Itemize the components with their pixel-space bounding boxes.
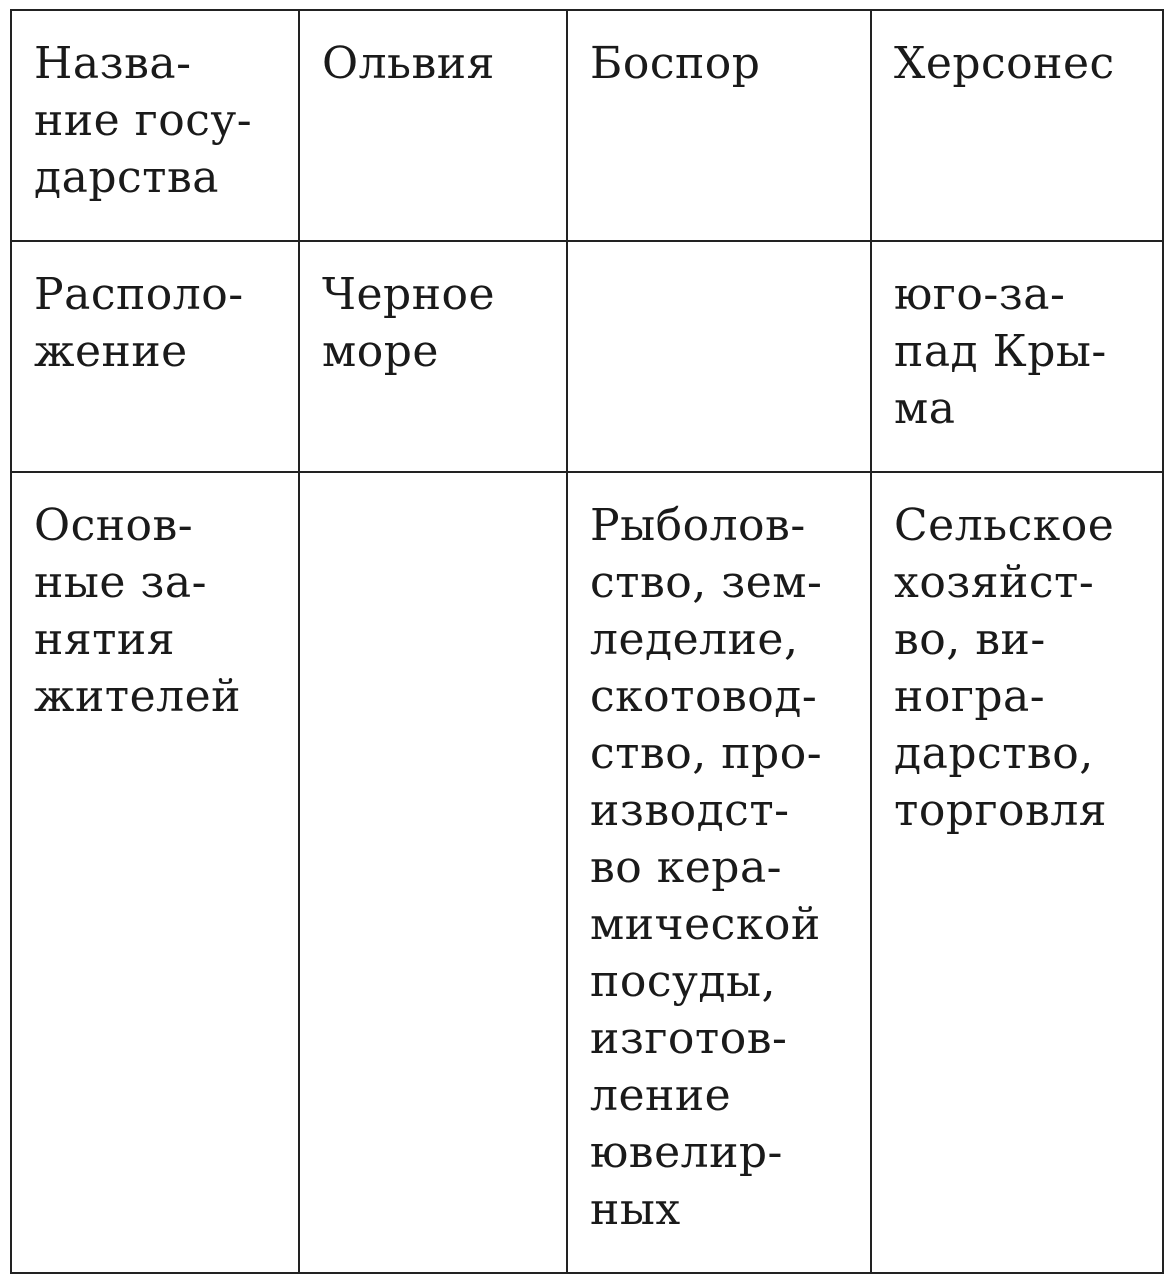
table-row-name — [11, 10, 1163, 241]
cell-chersonesus-location: юго-за- пад Кры- ма — [871, 241, 1163, 472]
cell-row-label-occupations: Основ- ные за- нятия жителей — [11, 472, 299, 1273]
cell-olbia-name: Ольвия — [299, 10, 567, 241]
cell-row-label-name: Назва- ние госу- дарства — [11, 10, 299, 241]
cell-chersonesus-occupations: Сельское хозяйст- во, ви- ногра- дарство, торговля — [871, 472, 1163, 1273]
table-row-occupations — [11, 472, 1163, 1273]
states-table — [10, 9, 1164, 1274]
cell-chersonesus-name: Херсонес — [871, 10, 1163, 241]
cell-bospor-location — [567, 241, 871, 472]
cell-bospor-occupations: Рыболов- ство, зем- леделие, скотовод- ство, про- изводст- во кера- мической посуды, изготов- ление ювелир- ных — [567, 472, 871, 1273]
cell-row-label-location: Располо- жение — [11, 241, 299, 472]
cell-olbia-occupations — [299, 472, 567, 1273]
table-row-location — [11, 241, 1163, 472]
cell-bospor-name: Боспор — [567, 10, 871, 241]
cell-olbia-location: Черное море — [299, 241, 567, 472]
